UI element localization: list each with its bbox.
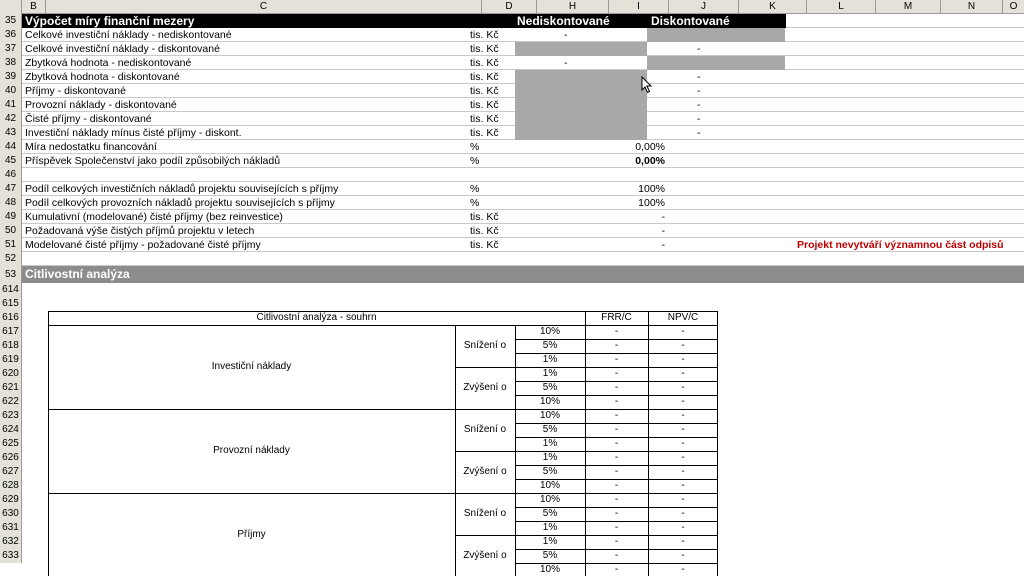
row-number[interactable]: 617 (0, 325, 22, 339)
column-header-h[interactable]: H (537, 0, 609, 14)
percent-cell[interactable]: 5% (542, 382, 558, 393)
result-value[interactable]: 100% (638, 197, 665, 209)
percent-cell[interactable]: 1% (542, 522, 558, 533)
npv-value[interactable]: - (681, 550, 685, 561)
disk-header: Diskontované (651, 14, 730, 28)
percent-cell[interactable]: 5% (542, 550, 558, 561)
row-number[interactable]: 620 (0, 367, 22, 381)
unit-cell[interactable]: tis. Kč (470, 127, 499, 139)
row-number[interactable]: 622 (0, 395, 22, 409)
percent-cell[interactable]: 5% (542, 424, 558, 435)
unit-cell[interactable]: tis. Kč (470, 71, 499, 83)
note-text: Projekt nevytváří významnou část odpisů (797, 239, 1004, 251)
npv-value[interactable]: - (681, 452, 685, 463)
row-36 (0, 28, 1024, 42)
change-label: Zvýšení o (463, 466, 507, 477)
gray-fill (515, 70, 647, 84)
row-label[interactable]: Zbytková hodnota - diskontované (25, 71, 180, 83)
percent-cell[interactable]: 10% (539, 494, 560, 505)
row-38 (0, 56, 1024, 70)
nedisk-value[interactable]: - (564, 29, 568, 41)
row-number[interactable]: 51 (0, 238, 22, 252)
row-number[interactable]: 47 (0, 182, 22, 196)
row-number[interactable]: 37 (0, 42, 22, 56)
percent-cell[interactable]: 10% (539, 410, 560, 421)
column-header-d[interactable]: D (482, 0, 537, 14)
row-614 (0, 283, 1024, 297)
row-number[interactable]: 44 (0, 140, 22, 154)
row-43 (0, 126, 1024, 140)
gray-fill (515, 126, 647, 140)
disk-value[interactable]: - (697, 113, 701, 125)
disk-value[interactable]: - (697, 71, 701, 83)
npv-value[interactable]: - (681, 508, 685, 519)
disk-value[interactable]: - (697, 43, 701, 55)
row-number[interactable]: 621 (0, 381, 22, 395)
group-label: Investiční náklady (211, 361, 292, 372)
gray-fill (515, 112, 647, 126)
frr-value[interactable]: - (614, 466, 619, 477)
percent-cell[interactable]: 10% (539, 396, 560, 407)
row-label[interactable]: Kumulativní (modelované) čisté příjmy (bez reinvestice) (25, 211, 283, 223)
npv-value[interactable]: - (681, 396, 685, 407)
row-number[interactable]: 619 (0, 353, 22, 367)
gray-fill (647, 56, 785, 70)
row-number[interactable]: 616 (0, 311, 22, 325)
result-value[interactable]: - (661, 225, 665, 237)
column-header-m[interactable]: M (876, 0, 941, 14)
frr-value[interactable]: - (614, 550, 619, 561)
unit-cell[interactable]: % (470, 155, 480, 167)
result-value[interactable]: 100% (638, 183, 665, 195)
row-number[interactable]: 625 (0, 437, 22, 451)
npv-value[interactable]: - (681, 354, 685, 365)
frr-value[interactable]: - (614, 494, 619, 505)
row-number[interactable]: 627 (0, 465, 22, 479)
row-label[interactable]: Provozní náklady - diskontované (25, 99, 177, 111)
gray-fill (515, 42, 647, 56)
unit-cell[interactable]: tis. Kč (470, 85, 499, 97)
npv-value[interactable]: - (681, 480, 685, 491)
frr-value[interactable]: - (614, 452, 619, 463)
row-number[interactable]: 53 (0, 266, 22, 283)
row-number[interactable]: 50 (0, 224, 22, 238)
frr-value[interactable]: - (614, 396, 619, 407)
row-number[interactable]: 42 (0, 112, 22, 126)
row-number[interactable]: 52 (0, 252, 22, 266)
change-label: Snížení o (463, 340, 507, 351)
row-number[interactable]: 36 (0, 28, 22, 42)
row-number[interactable]: 628 (0, 479, 22, 493)
column-header-k[interactable]: K (739, 0, 807, 14)
column-header-b[interactable]: B (22, 0, 46, 14)
row-41 (0, 98, 1024, 112)
row-46 (0, 168, 1024, 182)
row-number[interactable]: 40 (0, 84, 22, 98)
change-label: Snížení o (463, 508, 507, 519)
frr-value[interactable]: - (614, 480, 619, 491)
row-49 (0, 210, 1024, 224)
npv-value[interactable]: - (681, 494, 685, 505)
percent-cell[interactable]: 5% (542, 466, 558, 477)
row-53 (0, 266, 1024, 283)
frr-value[interactable]: - (614, 438, 619, 449)
percent-cell[interactable]: 1% (542, 354, 558, 365)
unit-cell[interactable]: % (470, 197, 480, 209)
group-label: Provozní náklady (213, 445, 290, 456)
percent-cell[interactable]: 1% (542, 438, 558, 449)
percent-cell[interactable]: 1% (542, 452, 558, 463)
row-number[interactable]: 615 (0, 297, 22, 311)
frr-value[interactable]: - (614, 564, 619, 575)
row-number[interactable]: 39 (0, 70, 22, 84)
row-label[interactable]: Investiční náklady mínus čisté příjmy - diskont. (25, 127, 242, 139)
calc-title: Výpočet míry finanční mezery (25, 14, 195, 28)
unit-cell[interactable]: tis. Kč (470, 43, 499, 55)
row-label[interactable]: Příspěvek Společenství jako podíl způsobilých nákladů (25, 155, 281, 167)
row-35 (0, 14, 1024, 28)
row-51 (0, 238, 1024, 252)
row-50 (0, 224, 1024, 238)
gray-fill (515, 84, 647, 98)
mouse-cursor-icon (641, 76, 653, 94)
gray-fill (515, 98, 647, 112)
group-label: Příjmy (237, 529, 266, 540)
percent-cell[interactable]: 5% (542, 340, 558, 351)
row-number[interactable]: 632 (0, 535, 22, 549)
change-label: Zvýšení o (463, 550, 507, 561)
row-label[interactable]: Celkové investiční náklady - diskontované (25, 43, 220, 55)
row-number[interactable]: 630 (0, 507, 22, 521)
frr-value[interactable]: - (614, 354, 619, 365)
row-number[interactable]: 618 (0, 339, 22, 353)
npv-header: NPV/C (667, 312, 699, 323)
row-615 (0, 297, 1024, 311)
frr-value[interactable]: - (614, 326, 619, 337)
percent-cell[interactable]: 1% (542, 368, 558, 379)
row-number[interactable]: 35 (0, 14, 22, 28)
row-48 (0, 196, 1024, 210)
column-header-j[interactable]: J (669, 0, 739, 14)
row-number[interactable]: 45 (0, 154, 22, 168)
frr-value[interactable]: - (614, 340, 619, 351)
gray-fill (647, 28, 785, 42)
percent-cell[interactable]: 10% (539, 564, 560, 575)
row-37 (0, 42, 1024, 56)
npv-value[interactable]: - (681, 382, 685, 393)
section-bar (22, 266, 1024, 283)
frr-value[interactable]: - (614, 508, 619, 519)
change-label: Zvýšení o (463, 382, 507, 393)
row-number[interactable]: 614 (0, 283, 22, 297)
row-label[interactable]: Celkové investiční náklady - nediskontované (25, 29, 232, 41)
column-header-o[interactable]: O (1009, 1, 1018, 12)
frr-value[interactable]: - (614, 424, 619, 435)
row-number[interactable]: 38 (0, 56, 22, 70)
disk-value[interactable]: - (697, 99, 701, 111)
row-number[interactable]: 631 (0, 521, 22, 535)
row-number[interactable]: 633 (0, 549, 22, 563)
nedisk-header: Nediskontované (517, 14, 610, 28)
unit-cell[interactable]: tis. Kč (470, 99, 499, 111)
npv-value[interactable]: - (681, 424, 685, 435)
change-label: Snížení o (463, 424, 507, 435)
npv-value[interactable]: - (681, 522, 685, 533)
row-number[interactable]: 46 (0, 168, 22, 182)
row-number[interactable]: 41 (0, 98, 22, 112)
row-number[interactable]: 626 (0, 451, 22, 465)
row-number[interactable]: 49 (0, 210, 22, 224)
result-value[interactable]: 0,00% (635, 141, 665, 153)
row-label[interactable]: Modelované čisté příjmy - požadované čisté příjmy (25, 239, 261, 251)
row-number[interactable]: 629 (0, 493, 22, 507)
row-45 (0, 154, 1024, 168)
row-42 (0, 112, 1024, 126)
column-header-n[interactable]: N (941, 0, 1003, 14)
frr-value[interactable]: - (614, 410, 619, 421)
frr-value[interactable]: - (614, 368, 619, 379)
row-number[interactable]: 48 (0, 196, 22, 210)
column-header-i[interactable]: I (609, 0, 669, 14)
percent-cell[interactable]: 10% (539, 326, 560, 337)
column-header-c[interactable]: C (46, 0, 482, 14)
row-52 (0, 252, 1024, 266)
npv-value[interactable]: - (681, 326, 685, 337)
unit-cell[interactable]: % (470, 141, 480, 153)
npv-value[interactable]: - (681, 368, 685, 379)
percent-cell[interactable]: 5% (542, 508, 558, 519)
row-label[interactable]: Podíl celkových investičních nákladů projektu souvisejících s příjmy (25, 183, 339, 195)
row-label[interactable]: Podíl celkových provozních nákladů projektu souvisejících s příjmy (25, 197, 335, 209)
row-44 (0, 140, 1024, 154)
row-47 (0, 182, 1024, 196)
row-39 (0, 70, 1024, 84)
disk-value[interactable]: - (697, 85, 701, 97)
row-label[interactable]: Požadovaná výše čistých příjmů projektu v letech (25, 225, 255, 237)
row-label[interactable]: Příjmy - diskontované (25, 85, 126, 97)
unit-cell[interactable]: tis. Kč (470, 239, 499, 251)
nedisk-value[interactable]: - (564, 57, 568, 69)
npv-value[interactable]: - (681, 466, 685, 477)
select-all-corner[interactable] (0, 0, 22, 14)
row-label[interactable]: Míra nedostatku financování (25, 141, 157, 153)
frr-header: FRR/C (601, 312, 632, 323)
row-label[interactable]: Zbytková hodnota - nediskontované (25, 57, 192, 69)
column-header-bar (0, 0, 1024, 14)
unit-cell[interactable]: tis. Kč (470, 29, 499, 41)
percent-cell[interactable]: 1% (542, 536, 558, 547)
npv-value[interactable]: - (681, 410, 685, 421)
unit-cell[interactable]: tis. Kč (470, 225, 499, 237)
row-label[interactable]: Čisté příjmy - diskontované (25, 113, 152, 125)
column-header-l[interactable]: L (807, 0, 876, 14)
npv-value[interactable]: - (681, 340, 685, 351)
frr-value[interactable]: - (614, 536, 619, 547)
section-title: Citlivostní analýza (25, 267, 130, 281)
result-value[interactable]: - (661, 239, 665, 251)
table-title: Citlivostní analýza - souhrn (256, 312, 377, 323)
unit-cell[interactable]: % (470, 183, 480, 195)
row-number[interactable]: 624 (0, 423, 22, 437)
npv-value[interactable]: - (681, 536, 685, 547)
frr-value[interactable]: - (614, 522, 619, 533)
row-number[interactable]: 43 (0, 126, 22, 140)
npv-value[interactable]: - (681, 564, 685, 575)
result-value[interactable]: 0,00% (635, 155, 665, 167)
disk-value[interactable]: - (697, 127, 701, 139)
percent-cell[interactable]: 10% (539, 480, 560, 491)
frr-value[interactable]: - (614, 382, 619, 393)
unit-cell[interactable]: tis. Kč (470, 113, 499, 125)
result-value[interactable]: - (661, 211, 665, 223)
row-40 (0, 84, 1024, 98)
unit-cell[interactable]: tis. Kč (470, 211, 499, 223)
row-number[interactable]: 623 (0, 409, 22, 423)
unit-cell[interactable]: tis. Kč (470, 57, 499, 69)
npv-value[interactable]: - (681, 438, 685, 449)
